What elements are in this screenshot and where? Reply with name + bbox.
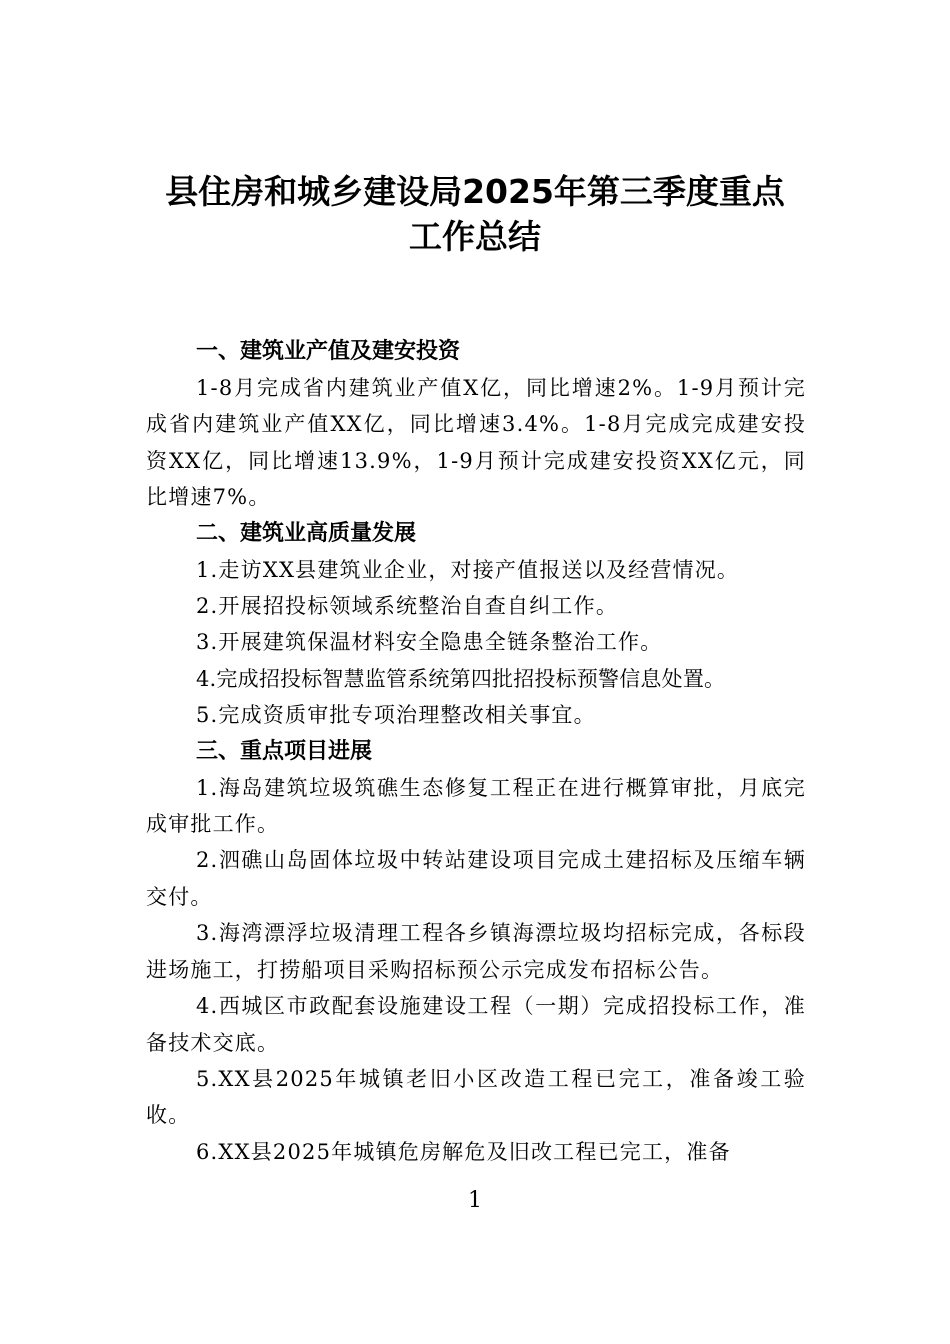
section-1-paragraph-1: 1-8月完成省内建筑业产值X亿，同比增速2%。1-9月预计完成省内建筑业产值XX亿，同比增速3.4%。1-8月完成完成建安投资XX亿，同比增速13.9%，1-9月预计完成建安投资XX亿元，同比增速7%。 (146, 376, 806, 510)
section-heading-1: 一、建筑业产值及建安投资 (196, 339, 461, 364)
section-3-item-4: 4.西城区市政配套设施建设工程（一期）完成招投标工作，准备技术交底。 (146, 994, 806, 1055)
section-2-item-1: 1.走访XX县建筑业企业，对接产值报送以及经营情况。 (196, 557, 740, 582)
section-3-item-3: 3.海湾漂浮垃圾清理工程各乡镇海漂垃圾均招标完成，各标段进场施工，打捞船项目采购招标预公示完成发布招标公告。 (146, 921, 806, 982)
section-2-item-4: 4.完成招投标智慧监管系统第四批招投标预警信息处置。 (196, 666, 726, 691)
page-number: 1 (468, 1188, 482, 1213)
document-title-line-2: 工作总结 (409, 217, 541, 256)
section-heading-2: 二、建筑业高质量发展 (196, 520, 417, 546)
section-3-item-6: 6.XX县2025年城镇危房解危及旧改工程已完工，准备 (196, 1139, 731, 1164)
section-3-item-2: 2.泗礁山岛固体垃圾中转站建设项目完成土建招标及压缩车辆交付。 (146, 848, 806, 909)
section-2-item-5: 5.完成资质审批专项治理整改相关事宜。 (196, 703, 596, 728)
document-body (146, 334, 806, 1170)
section-3-item-1: 1.海岛建筑垃圾筑礁生态修复工程正在进行概算审批，月底完成审批工作。 (146, 775, 806, 837)
section-heading-3: 三、重点项目进展 (196, 738, 373, 764)
section-2-item-2: 2.开展招投标领域系统整治自查自纠工作。 (196, 594, 619, 619)
section-3-item-5: 5.XX县2025年城镇老旧小区改造工程已完工，准备竣工验收。 (146, 1066, 806, 1128)
section-2-item-3: 3.开展建筑保温材料安全隐患全链条整治工作。 (196, 630, 663, 655)
document-title-line-1: 县住房和城乡建设局2025年第三季度重点 (165, 172, 785, 211)
